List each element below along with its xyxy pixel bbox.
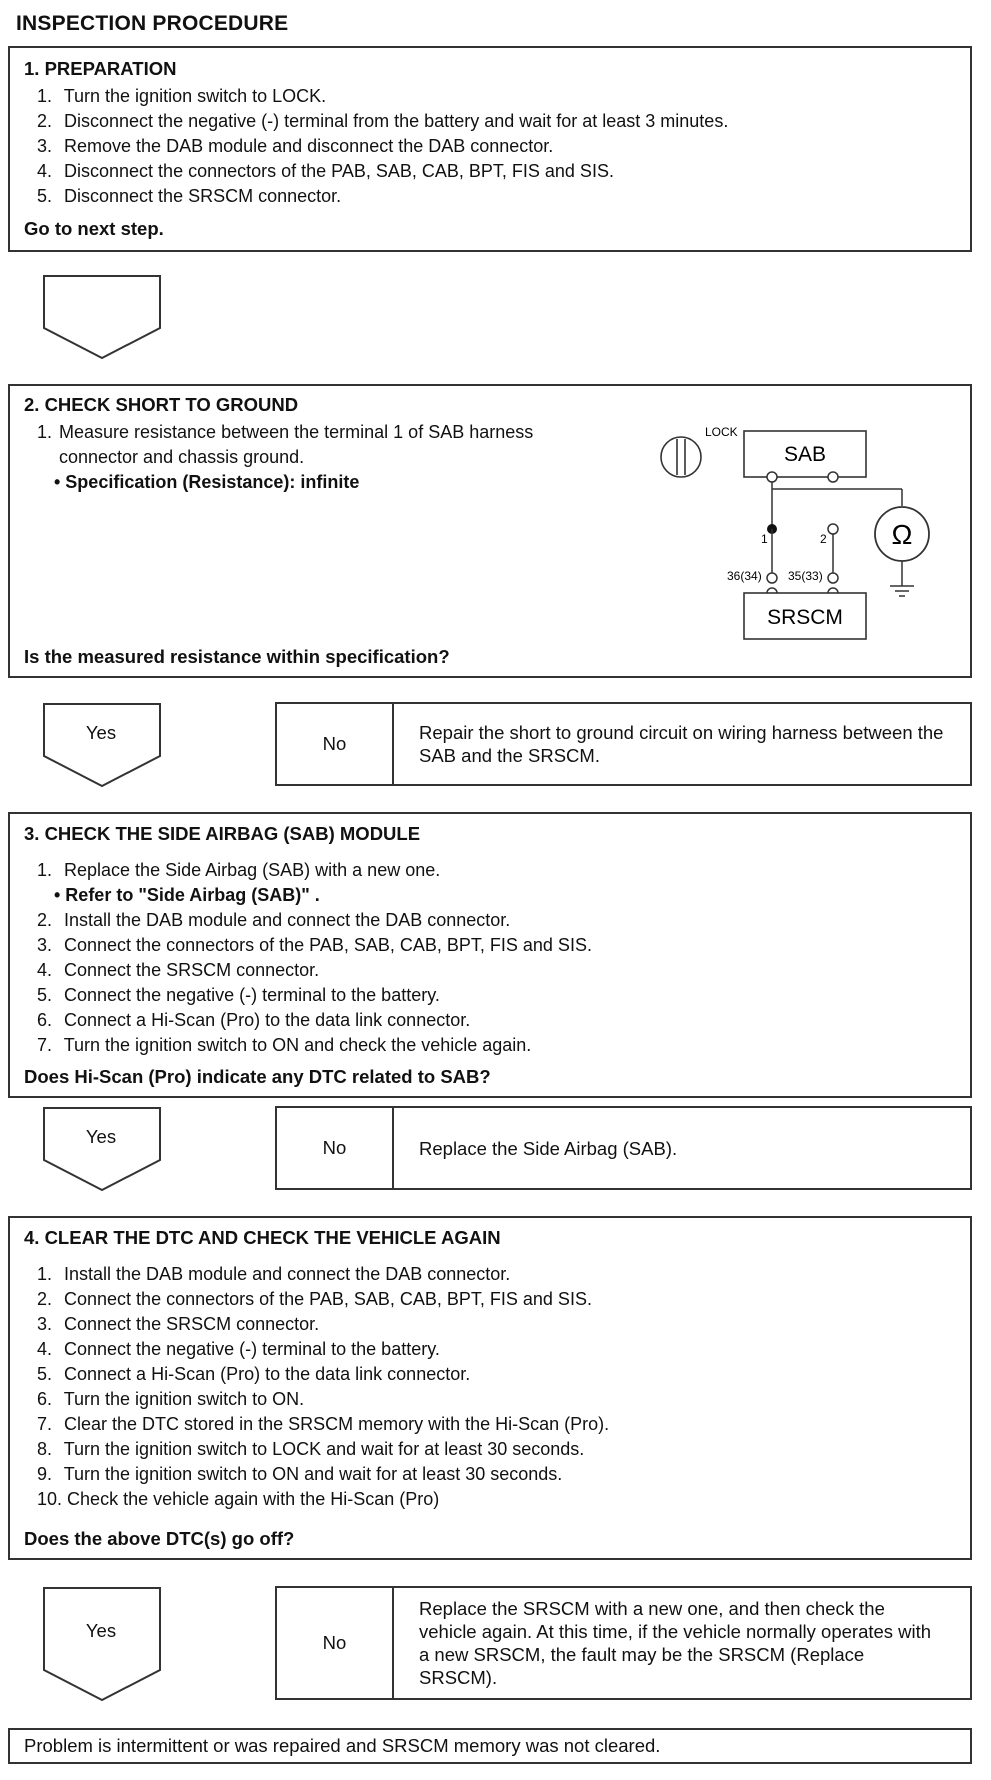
step2-title: 2. CHECK SHORT TO GROUND: [24, 394, 299, 415]
item-num: 1.: [37, 1264, 53, 1284]
list-item: [37, 933, 592, 958]
item-text: Disconnect the negative (-) terminal from the battery and wait for at least 3 minutes.: [64, 111, 729, 131]
ref-link[interactable]: • Refer to "Side Airbag (SAB)" .: [54, 885, 320, 905]
step2-list: [37, 420, 607, 495]
pin35-terminal: [828, 573, 838, 583]
item-num: 2.: [37, 111, 53, 131]
pin36-label: 36(34): [727, 569, 762, 583]
lock-label: LOCK: [705, 426, 738, 439]
pin2-label: 2: [820, 532, 827, 546]
ground-icon: [890, 586, 914, 596]
item-num: 8.: [37, 1439, 53, 1459]
no-label: No: [277, 1108, 394, 1188]
step4-list: [37, 1262, 609, 1512]
step4-box: [8, 1216, 972, 1560]
item-text: Install the DAB module and connect the DAB connector.: [64, 910, 511, 930]
pin36-terminal: [767, 573, 777, 583]
no-box-branch3: [275, 1106, 972, 1190]
srscm-label: SRSCM: [767, 606, 843, 629]
item-text: Turn the ignition switch to LOCK and wait for at least 30 seconds.: [63, 1439, 585, 1459]
step1-footer: Go to next step.: [24, 218, 164, 239]
item-num: 2.: [37, 1289, 53, 1309]
list-item: [37, 983, 592, 1008]
no-action-text: Replace the Side Airbag (SAB).: [419, 1137, 678, 1159]
list-item: [37, 1437, 609, 1462]
next-step-arrow-icon: [42, 274, 162, 360]
yes-label: Yes: [85, 722, 117, 743]
step3-list: [37, 858, 592, 1058]
no-box-branch2: [275, 702, 972, 786]
item-text: Measure resistance between the terminal 1 of SAB harness connector and chassis ground.: [59, 422, 534, 467]
down-arrow-icon: [42, 702, 162, 788]
list-item: [37, 1412, 609, 1437]
list-item: [37, 184, 728, 209]
item-text: Connect the connectors of the PAB, SAB, CAB, BPT, FIS and SIS.: [64, 935, 592, 955]
item-text: Turn the ignition switch to LOCK.: [63, 86, 327, 106]
item-text: Replace the Side Airbag (SAB) with a new one.: [64, 860, 441, 880]
list-item: [37, 159, 728, 184]
list-item: [37, 1262, 609, 1287]
item-text: Clear the DTC stored in the SRSCM memory with the Hi-Scan (Pro).: [64, 1414, 610, 1434]
no-label: No: [277, 704, 394, 784]
spec-text: • Specification (Resistance): infinite: [54, 472, 360, 492]
step3-title: 3. CHECK THE SIDE AIRBAG (SAB) MODULE: [24, 823, 421, 844]
svg-text:Ω: Ω: [891, 519, 913, 550]
yes-arrow-branch2: [42, 702, 162, 788]
item-text: Install the DAB module and connect the DAB connector.: [64, 1264, 511, 1284]
list-item: [37, 858, 592, 883]
item-text: Connect a Hi-Scan (Pro) to the data link connector.: [64, 1010, 471, 1030]
list-item: [37, 1387, 609, 1412]
step2-question: Is the measured resistance within specification?: [24, 646, 450, 667]
down-arrow-icon: [42, 1586, 162, 1702]
item-num: 3.: [37, 935, 53, 955]
step3-question: Does Hi-Scan (Pro) indicate any DTC related to SAB?: [24, 1066, 491, 1087]
item-num: 6.: [37, 1389, 53, 1409]
list-item: [37, 908, 592, 933]
item-num: 4.: [37, 960, 53, 980]
yes-label: Yes: [85, 1126, 117, 1147]
no-label: No: [277, 1588, 394, 1698]
item-text: Connect the SRSCM connector.: [64, 1314, 320, 1334]
item-num: 3.: [37, 1314, 53, 1334]
list-item: [37, 420, 607, 470]
item-text: Remove the DAB module and disconnect the DAB connector.: [64, 136, 554, 156]
ohmmeter-icon: [875, 507, 929, 586]
step1-list: [37, 84, 728, 209]
no-action-text: Repair the short to ground circuit on wiring harness between the SAB and the SRSCM.: [419, 722, 944, 766]
no-box-branch4: [275, 1586, 972, 1700]
yes-arrow-branch4: [42, 1586, 162, 1702]
item-num: 3.: [37, 136, 53, 156]
pin35-label: 35(33): [788, 569, 823, 583]
list-item: [37, 1337, 609, 1362]
item-num: 1.: [37, 422, 53, 442]
pin1-label: 1: [761, 532, 768, 546]
list-item: [37, 134, 728, 159]
pin2-terminal: [828, 524, 838, 534]
step3-box: [8, 812, 972, 1098]
step4-title: 4. CLEAR THE DTC AND CHECK THE VEHICLE AGAIN: [24, 1227, 501, 1248]
final-result-box: [8, 1728, 972, 1764]
item-num: 6.: [37, 1010, 53, 1030]
no-action-text: Replace the SRSCM with a new one, and then check the vehicle again. At this time, if the vehicle normally operates with a new SRSCM, the fault may be the SRSCM (Replace SRSCM).: [419, 1598, 932, 1688]
step1-box: [8, 46, 972, 252]
final-result-text: Problem is intermittent or was repaired and SRSCM memory was not cleared.: [24, 1735, 661, 1756]
list-item: [37, 958, 592, 983]
item-text: Connect a Hi-Scan (Pro) to the data link connector.: [64, 1364, 471, 1384]
item-text: Connect the connectors of the PAB, SAB, CAB, BPT, FIS and SIS.: [64, 1289, 592, 1309]
spec-item: [37, 470, 607, 495]
ignition-switch-icon: [661, 437, 701, 477]
item-text: Connect the negative (-) terminal to the battery.: [64, 985, 440, 1005]
item-num: 5.: [37, 985, 53, 1005]
sab-label: SAB: [783, 443, 827, 466]
step2-box: [8, 384, 972, 678]
item-text: Connect the negative (-) terminal to the battery.: [64, 1339, 440, 1359]
item-num: 1.: [37, 86, 53, 106]
item-text: Connect the SRSCM connector.: [64, 960, 320, 980]
item-num: 7.: [37, 1035, 53, 1055]
item-text: Disconnect the SRSCM connector.: [64, 186, 342, 206]
item-num: 5.: [37, 186, 53, 206]
list-item: [37, 1362, 609, 1387]
item-text: Turn the ignition switch to ON and check the vehicle again.: [63, 1035, 532, 1055]
item-num: 1.: [37, 860, 53, 880]
item-text: Check the vehicle again with the Hi-Scan (Pro): [67, 1489, 440, 1509]
list-item: [37, 109, 728, 134]
item-num: 7.: [37, 1414, 53, 1434]
list-item: [37, 1312, 609, 1337]
step1-title: 1. PREPARATION: [24, 58, 177, 79]
step4-question: Does the above DTC(s) go off?: [24, 1528, 295, 1549]
ref-item: [37, 883, 592, 908]
page-title: INSPECTION PROCEDURE: [16, 12, 289, 35]
item-num: 4.: [37, 1339, 53, 1359]
list-item: [37, 1487, 609, 1512]
item-text: Turn the ignition switch to ON.: [63, 1389, 305, 1409]
yes-arrow-branch3: [42, 1106, 162, 1192]
item-text: Disconnect the connectors of the PAB, SAB, CAB, BPT, FIS and SIS.: [64, 161, 614, 181]
item-text: Turn the ignition switch to ON and wait for at least 30 seconds.: [63, 1464, 563, 1484]
item-num: 5.: [37, 1364, 53, 1384]
circuit-diagram: [650, 426, 950, 656]
item-num: 4.: [37, 161, 53, 181]
list-item: [37, 1008, 592, 1033]
yes-label: Yes: [85, 1620, 117, 1641]
list-item: [37, 1462, 609, 1487]
down-arrow-icon: [42, 1106, 162, 1192]
item-num: 2.: [37, 910, 53, 930]
list-item: [37, 84, 728, 109]
item-num: 10.: [37, 1489, 63, 1509]
list-item: [37, 1033, 592, 1058]
list-item: [37, 1287, 609, 1312]
item-num: 9.: [37, 1464, 53, 1484]
